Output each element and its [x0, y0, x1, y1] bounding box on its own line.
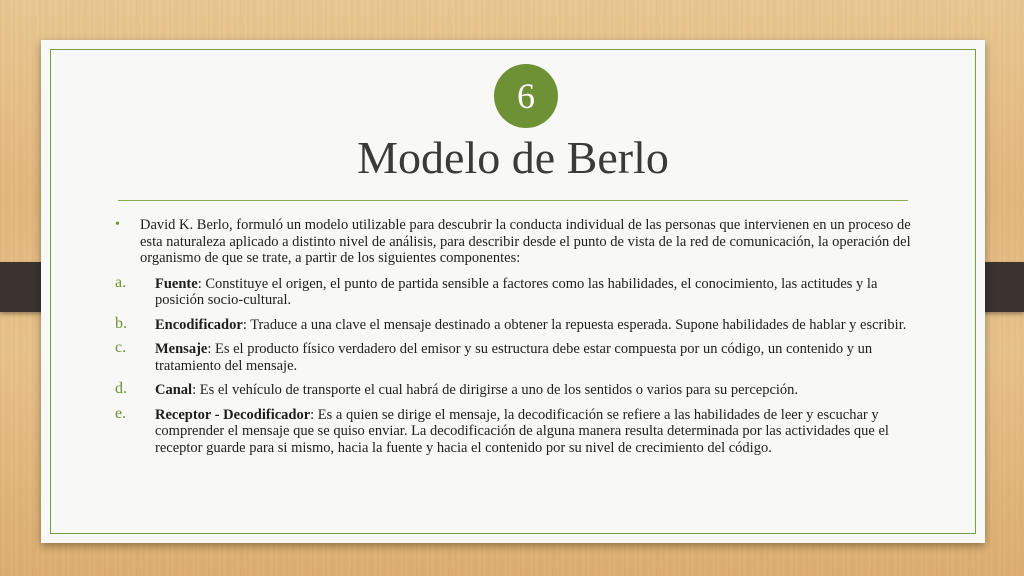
list-marker: b.	[115, 314, 127, 332]
list-item-term: Canal	[155, 382, 193, 398]
list-item-fuente	[115, 273, 915, 309]
slide-content	[115, 217, 915, 464]
list-item-term: Encodificador	[155, 316, 243, 333]
intro-paragraph	[115, 217, 915, 267]
slide-card	[41, 40, 985, 543]
list-item-text: : Traduce a una clave el mensaje destinado a obtener la repuesta esperada. Supone habilidades de hablar y escribir.	[242, 316, 907, 333]
list-item-text: : Constituye el origen, el punto de partida sensible a factores como las habilidades, el conocimiento, las actitudes y la posición socio-cultural.	[155, 275, 878, 308]
list-item-receptor	[115, 404, 915, 457]
page-title: Modelo de Berlo	[357, 132, 669, 183]
intro-text: David K. Berlo, formuló un modelo utilizable para descubrir la conducta individual de las personas que intervienen en un proceso de esta naturaleza aplicado a distinto nivel de análisis, para describir desde el punto de vista de la red de comunicación, la operación del organismo de que se trate, a partir de los siguientes componentes:	[140, 217, 911, 266]
list-marker: e.	[115, 404, 127, 422]
list-item-text: : Es el producto físico verdadero del emisor y su estructura debe estar compuesta por un código, un contenido y un tratamiento del mensaje.	[155, 341, 873, 374]
list-item-canal	[115, 382, 915, 399]
list-item-term: Mensaje	[155, 341, 208, 357]
list-item-mensaje	[115, 341, 915, 374]
list-item-term: Fuente	[155, 275, 198, 292]
list-marker: c.	[115, 339, 127, 356]
slide-number-badge: 6	[494, 64, 558, 128]
list-item-encodificador	[115, 314, 915, 334]
list-item-term: Receptor - Decodificador	[155, 406, 311, 423]
list-marker: d.	[115, 380, 127, 397]
bullet-icon: •	[115, 217, 120, 232]
title-divider	[118, 200, 908, 201]
list-item-text: : Es a quien se dirige el mensaje, la decodificación se refiere a las habilidades de leer y escuchar y comprender el mensaje que se quiso enviar. La decodificación de alguna manera resulta determinada por las actividades que el receptor guarde para si mismo, hacia la fuente y hacia el contenido por su nivel de crecimiento del código.	[155, 406, 889, 456]
list-marker: a.	[115, 273, 127, 291]
list-item-text: : Es el vehículo de transporte el cual habrá de dirigirse a uno de los sentidos o varios para su percepción.	[192, 382, 799, 398]
